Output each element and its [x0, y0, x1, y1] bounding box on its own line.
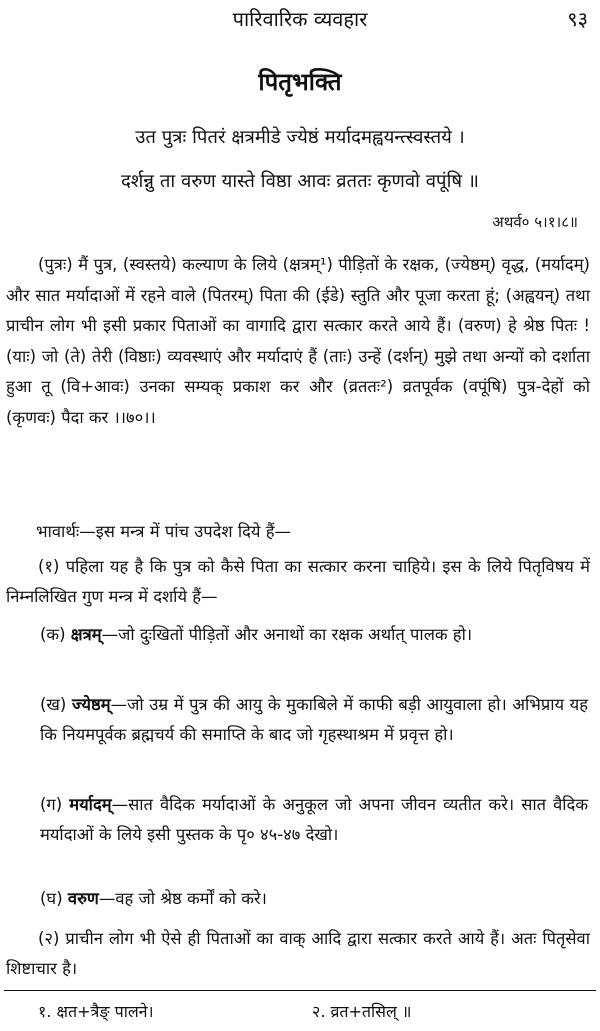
list-item — [40, 790, 588, 850]
item-marker: (ग) — [40, 795, 63, 814]
verse-line-2: दर्शन्नु ता वरुण यास्ते विष्ठा आवः व्रततः कृणवो वपूंषि ॥ — [120, 171, 480, 192]
bhavartha-heading: भावार्थः—इस मन्त्र में पांच उपदेश दिये हैं— — [36, 522, 292, 541]
item-keyword: क्षत्रम् — [70, 625, 102, 644]
page-number: ९३ — [567, 7, 588, 31]
list-item — [40, 690, 588, 750]
item-text: —जो दुःखितों पीड़ितों और अनाथों का रक्षक अर्थात् पालक हो। — [101, 625, 473, 644]
item-keyword: ज्येष्ठम् — [71, 695, 111, 714]
item-marker: (ख) — [40, 695, 67, 714]
item-marker: (घ) — [40, 889, 63, 908]
translation-paragraph: (पुत्रः) मैं पुत्र, (स्वस्तये) कल्याण के लिये (क्षत्रम्¹) पीड़ितों के रक्षक, (ज्येष्ठम्) वृद्ध, (मर्यादम्) और सात मर्यादाओं में रहने वाले (पितरम्) पिता की (ईडे) स्तुति और पूजा करता हूं; (अह्वयन्) तथा प्राचीन लोग भी इसी प्रकार पिताओं का वागादि द्वारा सत्कार करते आये हैं। (वरुण) हे श्रेष्ठ पितः ! (याः) जो (ते) तेरी (विष्ठाः) व्यवस्थाएं और मर्यादाएं हैं (ताः) उन्हें (दर्शन्) मुझे तथा अन्यों को दर्शाता हुआ तू (वि+आवः) उनका सम्यक् प्रकाश कर और (व्रततः²) व्रतपूर्वक (वपूंषि) पुत्र-देहों को (कृणवः) पैदा कर ।।७०।। — [6, 255, 590, 427]
item-text: —सात वैदिक मर्यादाओं के अनुकूल जो अपना जीवन व्यतीत करे। सात वैदिक मर्यादाओं के लिये इसी पुस्तक के पृ० ४५-४७ देखो। — [40, 795, 588, 844]
item-keyword: वरुण — [67, 889, 99, 908]
section-title: पितृभक्ति — [258, 68, 342, 96]
list-item — [40, 620, 588, 650]
list-item — [40, 884, 588, 914]
verse-reference: अथर्व० ५।१।८॥ — [492, 213, 578, 231]
footnote-divider — [4, 990, 596, 991]
footnote-1: १. क्षत+त्रैङ् पालने। — [38, 1002, 154, 1021]
point-1: (१) पहिला यह है कि पुत्र को कैसे पिता का सत्कार करना चाहिये। इस के लिये पितृविषय में निम्नलिखित गुण मन्त्र में दर्शाये हैं— — [6, 557, 590, 606]
item-text: —वह जो श्रेष्ठ कर्मों को करे। — [98, 889, 267, 908]
point-2: (२) प्राचीन लोग भी ऐसे ही पिताओं का वाक् आदि द्वारा सत्कार करते आये हैं। अतः पितृसेवा शिष्टाचार है। — [6, 929, 590, 978]
verse-line-1: उत पुत्रः पितरं क्षत्रमीडे ज्येष्ठं मर्यादमह्वयन्त्स्वस्तये । — [135, 127, 465, 148]
running-title: पारिवारिक व्यवहार — [232, 7, 368, 31]
page-header — [0, 6, 600, 34]
item-keyword: मर्यादम् — [69, 795, 112, 814]
footnote-2: २. व्रत+तसिल् ॥ — [312, 1002, 412, 1021]
item-text: —जो उम्र में पुत्र की आयु के मुकाबिले में काफी बड़ी आयुवाला हो। अभिप्राय यह कि नियमपूर्वक ब्रह्मचर्य की समाप्ति के बाद जो गृहस्थाश्रम में प्रवृत्त हो। — [40, 695, 588, 744]
item-marker: (क) — [40, 625, 66, 644]
